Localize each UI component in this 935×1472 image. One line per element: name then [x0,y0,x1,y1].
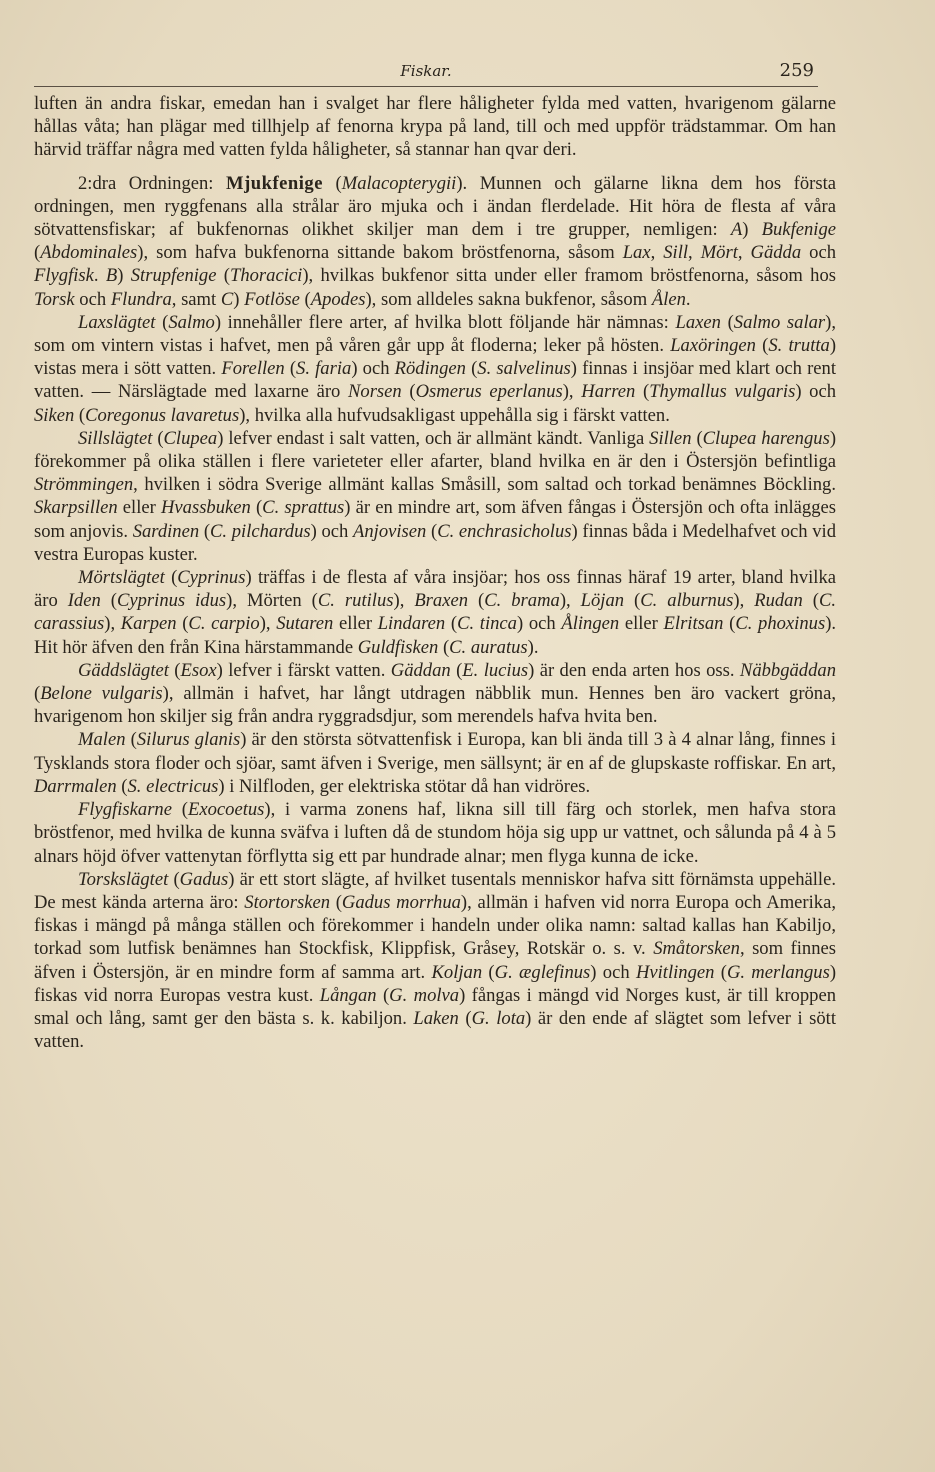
text-run: ) vistas mera i sött vatten. [34,335,837,380]
italic-term: Exocoetus [187,799,265,821]
body-text [34,92,836,1053]
text-run: ( [116,775,128,797]
text-run: ( [34,242,41,264]
text-run: 2:dra Ordningen: [78,172,227,194]
text-run: eller [619,613,664,635]
text-run: ) i Nilfloden, ger elektriska stötar då han vidröres. [218,775,591,797]
text-run: ( [482,961,495,983]
italic-term: Norsen [348,381,402,403]
italic-term: Sillen [649,427,692,449]
italic-term: Löjan [580,590,625,612]
page-header [34,60,818,87]
text-run: ). Hit hör äfven den från Kina härstammande [34,613,837,658]
italic-term: Sillslägtet [78,427,153,449]
italic-term: C. brama [484,590,560,612]
italic-term: Gadus morrhua [341,891,461,913]
text-run: ) fångas i mängd vid Norges kust, är till kroppen smal och lång, samt ger den bästa s. k. kabiljon. [34,984,836,1029]
italic-term: Abdominales [40,242,138,264]
italic-term: G. æglefinus [494,961,591,983]
italic-term: Ålingen [561,613,620,635]
italic-term: Lindaren [377,613,446,635]
italic-term: Sardinen [132,520,200,542]
paragraph-p2 [34,311,836,427]
text-run: ) och [590,961,636,983]
paragraph-p3 [34,427,836,566]
text-run: ( [168,659,181,681]
text-run: ) träffas i de flesta af våra insjöar; hos oss finnas häraf 19 arter, bland hvilka äro [34,567,837,612]
italic-term: E. lucius [462,659,529,681]
text-run: ), [559,590,581,612]
italic-term: A [730,219,743,241]
text-run: ) är ett stort slägte, af hvilket tusentals menniskor hafva sitt förnämsta uppehälle. De mest kända arterna äro: [34,868,836,913]
text-run: , samt [171,288,221,310]
paragraph-p0 [34,92,836,162]
text-run: ( [322,172,342,194]
text-run: ( [284,358,297,380]
paragraph-p5 [34,659,836,729]
text-run: ) finnas båda i Medelhafvet och vid vestra Europas kuster. [34,520,837,565]
italic-term: C. phoxinus [735,613,826,635]
italic-term: Laxen [675,311,721,333]
italic-term: C. carpio [188,613,260,635]
italic-term: Darrmalen [34,775,117,797]
bold-term: Mjukfenige [226,172,323,194]
text-run: ) innehåller flere arter, af hvilka blott följande här nämnas: [214,311,676,333]
text-run: ), i varma zonens haf, likna sill till färg och storlek, men hafva stora bröstfenor, med hvilka de kunna sväfva i luften då de stundom höja sig upp ur vattnet, och sålunda på 4 à 5 alnars höjd öfver vattenytan förflytta sig ett par hundrade alnar; men flyga kunna de icke. [34,799,837,867]
text-run: ). [527,636,539,658]
italic-term: Ålen [651,288,686,310]
text-run: ( [714,961,727,983]
text-run: ( [465,358,478,380]
italic-term: Koljan [431,961,483,983]
italic-term: Cyprinus [177,567,246,589]
text-run: ), [104,613,121,635]
italic-term: Småtorsken [653,938,740,960]
page-number: 259 [779,60,814,81]
italic-term: C. rutilus [317,590,394,612]
italic-term: S. salvelinus [477,358,571,380]
text-run: ) är den största sötvattenfisk i Europa, kan bli ända till 3 à 4 alnar lång, finnes i Tysklands stora floder och sjöar, samt äfven i Sverige, men sällsynt; är en af de glupskaste roffiskar. En art, [34,729,837,774]
text-run: ), allmän i hafven vid norra Europa och Amerika, fiskas i mängd på många ställen och förekommer i handeln under olika namn: saltad kallas han Kabiljo, torkad som lutfisk benämnes han Stockfisk, Klippfisk, Gråsey, Rotskär o. s. v. [34,891,836,960]
text-run: ) [742,219,762,241]
text-run: , [737,242,751,264]
text-run: ( [401,381,416,403]
italic-term: S. trutta [768,335,830,357]
italic-term: Lax [622,242,651,264]
text-run: ) och [516,613,562,635]
italic-term: Belone vulgaris [40,683,163,705]
text-run: . [685,288,691,310]
text-run: ), som hafva bukfenorna sittande bakom bröstfenorna, såsom [137,242,623,264]
italic-term: Harren [581,381,636,403]
text-run: ) lefver endast i salt vatten, och är allmänt kändt. Vanliga [217,427,650,449]
text-run: ( [691,427,703,449]
text-run: ( [168,868,180,890]
text-run: ( [445,613,458,635]
text-run: ) är den ende af slägtet som lefver i sött vatten. [34,1007,837,1053]
text-run: ), hvilka alla hufvudsakligast uppehålla sig i färskt vatten. [239,404,670,426]
italic-term: Hvassbuken [160,497,251,519]
italic-term: Fotlöse [244,288,300,310]
italic-term: Coregonus lavaretus [85,404,240,426]
italic-term: Sill [663,242,689,264]
italic-term: B [105,265,118,287]
paragraph-p4 [34,566,836,659]
paragraph-gap [34,162,836,172]
text-run: ), som om vintern vistas i hafvet, men på våren går upp åt floderna; leker på hösten. [34,311,836,357]
text-run: , [650,242,664,264]
text-run: . [93,265,106,287]
text-run: eller [117,497,161,519]
italic-term: G. molva [389,984,460,1006]
text-run: ( [299,288,311,310]
text-run: ( [635,381,650,403]
italic-term: Mört [700,242,738,264]
text-run: ( [723,613,736,635]
text-run: ) fiskas vid norra Europas vestra kust. [34,961,837,1006]
text-run: ) är den enda arten hos oss. [528,659,740,681]
text-run: ) finnas i insjöar med klart och rent vatten. — Närslägtade med laxarne äro [34,358,836,403]
italic-term: Bukfenige [761,219,836,241]
italic-term: Anjovisen [353,520,427,542]
italic-term: C. enchrasicholus [437,520,572,542]
text-run: luften än andra fiskar, emedan han i svalget har flere håligheter fylda med vatten, hvarigenom gälarne hållas våta; han plägar med tillhjelp af fenorna krypa på land, till och med uppför trädstammar. Om han härvid träffar några med vatten fylda håligheter, så stannar han qvar deri. [34,93,836,161]
text-run: ( [34,683,41,705]
italic-term: Stortorsken [244,891,330,913]
text-run: ( [720,311,734,333]
italic-term: Laxöringen [670,335,756,357]
italic-term: Torsk [34,288,75,310]
text-run: ) förekommer på olika ställen i flere varieteter eller afarter, bland hvilka en är den i Östersjön befintliga [34,427,837,473]
text-run: ( [426,520,438,542]
text-run: , [688,242,701,264]
paragraph-p6 [34,728,836,798]
italic-term: G. lota [471,1007,526,1029]
italic-term: Clupea [163,427,218,449]
paragraph-p1 [34,172,836,311]
running-title: Fiskar. [400,62,452,80]
italic-term: Långan [319,984,377,1006]
text-run: ( [376,984,390,1006]
text-run: ) och [795,381,837,403]
text-run: ( [438,636,450,658]
text-run: ( [199,520,211,542]
italic-term: Strupfenige [130,265,217,287]
text-run: , som finnes äfven i Östersjön, är en mindre form af samma art. [34,938,836,983]
text-run: och [74,288,111,310]
paragraph-p7 [34,798,836,868]
italic-term: S. electricus [127,775,219,797]
italic-term: Flundra [110,288,172,310]
italic-term: Rudan [754,590,803,612]
italic-term: Silurus glanis [136,729,241,751]
italic-term: Torskslägtet [78,868,169,890]
italic-term: Iden [67,590,101,612]
italic-term: C. pilchardus [210,520,311,542]
text-run: ( [216,265,230,287]
italic-term: Forellen [221,358,285,380]
text-run: ), [259,613,277,635]
italic-term: Laken [413,1007,459,1029]
italic-term: Rödingen [394,358,466,380]
italic-term: Skarpsillen [34,497,118,519]
text-run: ( [458,1007,472,1029]
italic-term: C. alburnus [640,590,734,612]
text-run: ( [250,497,263,519]
text-run: ) [117,265,131,287]
italic-term: Apodes [310,288,366,310]
text-run: ) och [351,358,395,380]
italic-term: Malen [78,729,126,751]
text-run: ( [152,427,164,449]
text-run: ) är en mindre art, som äfven fångas i Östersjön och ofta inlägges som anjovis. [34,497,836,542]
text-run: ( [164,567,178,589]
text-run: ) och [310,520,353,542]
text-run: , hvilken i södra Sverige allmänt kallas Småsill, som saltad och torkad benämnes Böckling. [133,474,836,496]
italic-term: Elritsan [663,613,724,635]
italic-term: Esox [180,659,217,681]
italic-term: Salmo [168,311,215,333]
text-run: ), [562,381,582,403]
italic-term: Gäddan [390,659,451,681]
text-run: ( [624,590,641,612]
text-run: ) lefver i färskt vatten. [216,659,391,681]
paragraph-p8 [34,868,836,1054]
text-run: ( [468,590,485,612]
text-run: ( [125,729,137,751]
italic-term: Guldfisken [357,636,439,658]
text-run: ), allmän i hafvet, har långt utdragen näbblik mun. Hennes ben äro vackert gröna, hvarigenom hon skiljer sig från andra ryggradsdjur, som merendels hafva hvita ben. [34,683,836,728]
text-run: eller [333,613,378,635]
italic-term: Karpen [120,613,177,635]
italic-term: Thoracici [230,265,303,287]
italic-term: Siken [34,404,75,426]
italic-term: Sutaren [276,613,334,635]
italic-term: Osmerus eperlanus [415,381,563,403]
italic-term: Malacopterygii [341,172,457,194]
text-run: ( [100,590,117,612]
italic-term: Clupea harengus [702,427,830,449]
text-run: ( [330,891,342,913]
text-run: ( [802,590,819,612]
text-run: ( [755,335,769,357]
italic-term: Gädda [750,242,802,264]
text-run: ), [733,590,755,612]
italic-term: Laxslägtet [78,311,156,333]
italic-term: C. auratus [449,636,528,658]
italic-term: Salmo salar [733,311,826,333]
italic-term: C. tinca [457,613,517,635]
italic-term: Gadus [179,868,229,890]
italic-term: Thymallus vulgaris [649,381,796,403]
text-run: ( [176,613,189,635]
italic-term: Mörtslägtet [78,567,165,589]
italic-term: S. faria [296,358,352,380]
italic-term: C. carassius [34,590,837,635]
italic-term: C [220,288,234,310]
italic-term: Strömmingen [34,474,134,496]
text-run: ), som alldeles sakna bukfenor, såsom [365,288,652,310]
italic-term: Braxen [414,590,469,612]
italic-term: G. merlangus [726,961,830,983]
text-run: ( [450,659,463,681]
text-run: ). Munnen och gälarne likna dem hos första ordningen, men ryggfenans alla strålar äro mjuka och i ändan flerdelade. Hit höra de flesta af våra sötvattensfiskar; af bukfenornas olikhet skiljer man dem i tre grupper, nemligen: [34,172,837,241]
text-run: ), [393,590,415,612]
text-run: ( [74,404,86,426]
text-run: ), hvilkas bukfenor sitta under eller framom bröstfenorna, såsom hos [302,265,836,287]
text-run: ), Mörten ( [226,590,318,612]
italic-term: Flygfisk [34,265,94,287]
text-run: och [801,242,837,264]
text-run: ( [171,799,188,821]
text-run: ( [155,311,169,333]
italic-term: Cyprinus idus [116,590,227,612]
italic-term: Gäddslägtet [78,659,169,681]
italic-term: C. sprattus [262,497,345,519]
italic-term: Hvitlingen [635,961,715,983]
italic-term: Näbbgäddan [739,659,836,681]
italic-term: Flygfiskarne [78,799,172,821]
text-run: ) [233,288,245,310]
